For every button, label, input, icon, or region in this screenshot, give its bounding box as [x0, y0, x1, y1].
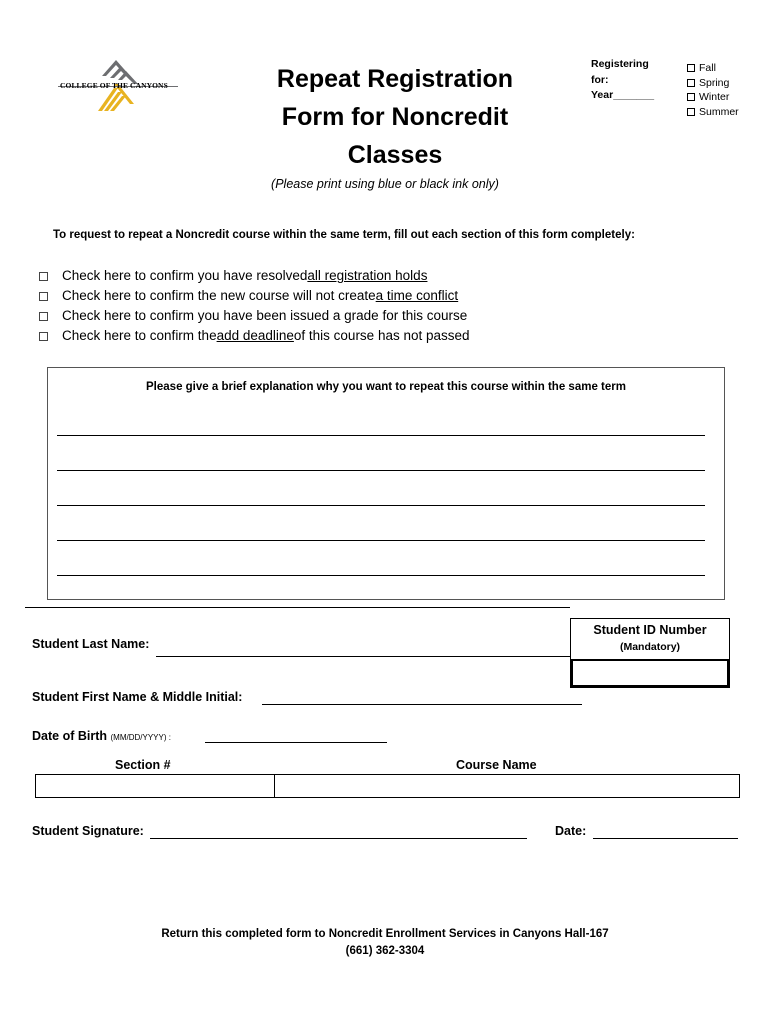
footer-phone: (661) 362-3304 [345, 945, 425, 957]
season-option-summer[interactable] [687, 105, 739, 120]
explanation-line[interactable] [57, 575, 705, 576]
explanation-line[interactable] [57, 470, 705, 471]
check-link: a time conflict [375, 288, 459, 303]
footer [0, 926, 770, 960]
dob-text: Date of Birth [32, 729, 107, 743]
check-text: Check here to confirm you have resolved [62, 268, 308, 283]
check-text: Check here to confirm the [62, 328, 217, 343]
explanation-line[interactable] [57, 505, 705, 506]
section-header: Section # [115, 758, 171, 772]
dob-format: (MM/DD/YYYY) : [110, 733, 171, 742]
explanation-title: Please give a brief explanation why you want to repeat this course within the same term [146, 381, 626, 393]
title-line: Classes [347, 141, 443, 169]
season-option-spring[interactable] [687, 76, 739, 91]
first-name-field[interactable] [262, 704, 582, 705]
checkbox[interactable] [39, 332, 48, 341]
season-label: Fall [699, 62, 716, 74]
checkbox[interactable] [39, 292, 48, 301]
checkbox[interactable] [39, 312, 48, 321]
season-option-fall[interactable] [687, 61, 739, 76]
footer-return: Return this completed form to Noncredit Enrollment Services in Canyons Hall-167 [161, 928, 609, 940]
season-options [687, 61, 739, 119]
check-text: Check here to confirm you have been issued a grade for this course [62, 308, 468, 323]
check-item-holds[interactable] [39, 266, 470, 286]
explanation-line[interactable] [57, 435, 705, 436]
title-line: Form for Noncredit [281, 103, 509, 131]
check-link: add deadline [216, 328, 294, 343]
signature-field[interactable] [150, 838, 527, 839]
season-label: Summer [699, 105, 739, 118]
check-text: of this course has not passed [293, 328, 470, 343]
signature-label: Student Signature: [32, 824, 144, 838]
form-title [262, 60, 528, 174]
last-name-field[interactable] [156, 656, 570, 657]
registering-line: for: [591, 73, 609, 86]
logo-text: COLLEGE OF THE CANYONS [60, 81, 168, 90]
instructions: To request to repeat a Noncredit course within the same term, fill out each section of this form completely: [53, 229, 635, 241]
last-name-label: Student Last Name: [32, 637, 150, 651]
explanation-box [47, 367, 725, 600]
course-header: Course Name [456, 758, 537, 772]
registering-label [591, 57, 654, 104]
course-table [35, 774, 740, 798]
student-id-box [570, 618, 730, 688]
check-item-grade[interactable] [39, 306, 470, 326]
check-item-conflict[interactable] [39, 286, 470, 306]
ink-note: (Please print using blue or black ink only) [271, 177, 499, 191]
registering-year[interactable]: Year_______ [591, 89, 655, 101]
dob-field[interactable] [205, 742, 387, 743]
section-cell[interactable] [36, 775, 274, 797]
checkbox[interactable] [687, 108, 695, 116]
check-item-deadline[interactable] [39, 326, 470, 346]
explanation-line[interactable] [57, 540, 705, 541]
title-line: Repeat Registration [276, 65, 514, 93]
checkbox[interactable] [39, 272, 48, 281]
date-label: Date: [555, 824, 587, 838]
season-option-winter[interactable] [687, 90, 739, 105]
course-cell[interactable] [275, 775, 739, 797]
student-id-mandatory: (Mandatory) [619, 641, 681, 653]
student-id-input[interactable] [571, 659, 729, 687]
student-id-title: Student ID Number [593, 623, 707, 637]
confirmation-checklist [39, 266, 470, 346]
check-text: Check here to confirm the new course will not create [62, 288, 376, 303]
dob-label [32, 729, 171, 743]
checkbox[interactable] [687, 93, 695, 101]
registering-line: Registering [591, 58, 649, 70]
date-field[interactable] [593, 838, 738, 839]
season-label: Spring [699, 76, 730, 89]
checkbox[interactable] [687, 79, 695, 87]
first-name-label: Student First Name & Middle Initial: [32, 690, 243, 704]
season-label: Winter [699, 91, 730, 103]
section-divider [25, 607, 570, 608]
check-link: all registration holds [307, 268, 428, 283]
checkbox[interactable] [687, 64, 695, 72]
